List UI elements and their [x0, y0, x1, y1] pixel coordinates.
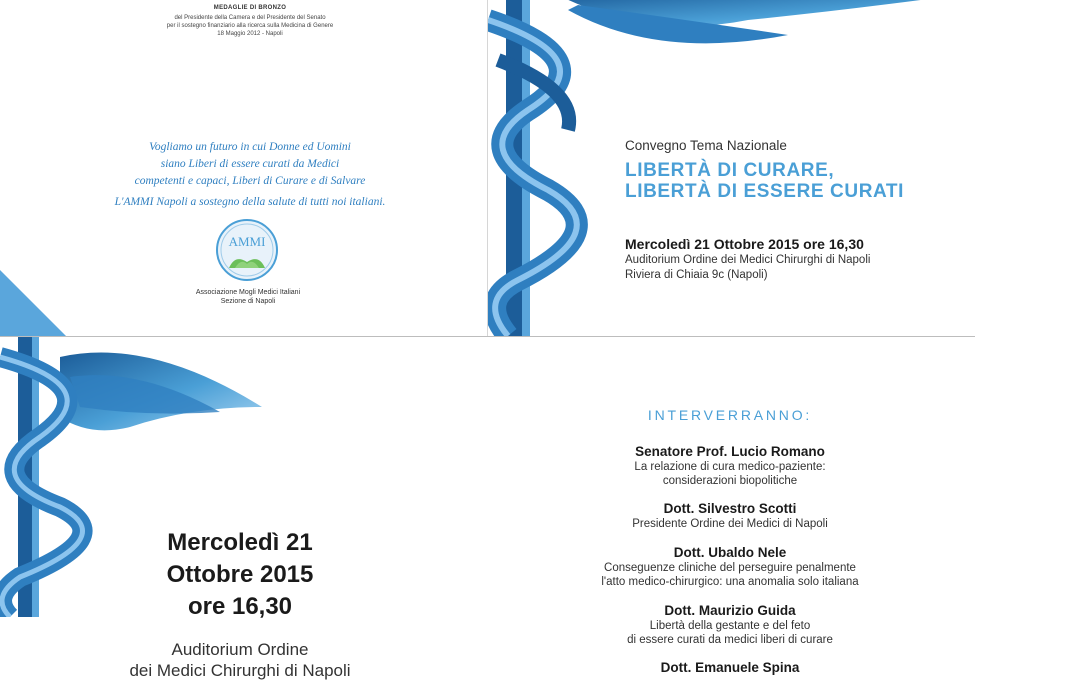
quote-line: Vogliamo un futuro in cui Donne ed Uomini	[149, 141, 351, 153]
event-venue: Auditorium Ordine dei Medici Chirurghi di Napoli	[625, 254, 871, 266]
speaker-name: Senatore Prof. Lucio Romano	[635, 444, 825, 459]
speaker-name: Dott. Emanuele Spina	[660, 660, 800, 675]
speaker-desc: La relazione di cura medico-paziente:	[634, 461, 826, 473]
speaker-name: Dott. Silvestro Scotti	[663, 501, 797, 516]
association-name: Associazione Mogli Medici Italiani	[195, 289, 301, 296]
medal-line: 18 Maggio 2012 - Napoli	[217, 31, 283, 37]
ammi-logo-text: AMMI	[228, 234, 266, 249]
speaker-desc: Presidente Ordine dei Medici di Napoli	[632, 518, 828, 530]
speaker-item	[560, 501, 900, 531]
speaker-desc: Conseguenze cliniche del perseguire penalmente	[604, 562, 856, 574]
speaker-desc: considerazioni biopolitiche	[662, 475, 798, 487]
conference-subtitle: Convegno Tema Nazionale	[625, 138, 787, 153]
quote-line: competenti e capaci, Liberi di Curare e di Salvare	[134, 175, 366, 187]
speaker-item	[560, 603, 900, 647]
inside-venue-line1: Auditorium Ordine	[171, 640, 309, 659]
medal-line: del Presidente della Camera e del Presidente del Senato	[174, 15, 326, 21]
medal-line: per il sostegno finanziario alla ricerca sulla Medicina di Genere	[166, 23, 334, 29]
corner-triangle	[0, 270, 66, 336]
speaker-desc: Libertà della gestante e del feto	[649, 620, 811, 632]
speaker-desc: di essere curati da medici liberi di curare	[627, 634, 833, 646]
inside-venue-line2: dei Medici Chirurghi di Napoli	[129, 661, 351, 680]
conference-title-line2: LIBERTÀ DI ESSERE CURATI	[625, 181, 905, 202]
speaker-desc: l'atto medico-chirurgico: una anomalia solo italiana	[601, 576, 859, 588]
speaker-item	[560, 660, 900, 676]
conference-title-line1: LIBERTÀ DI CURARE,	[625, 160, 835, 181]
speaker-item	[560, 444, 900, 488]
medal-title: MEDAGLIE DI BRONZO	[213, 5, 287, 11]
speaker-item	[560, 545, 900, 589]
speakers-heading: INTERVERRANNO:	[647, 407, 813, 423]
event-datetime: Mercoledì 21 Ottobre 2015 ore 16,30	[625, 236, 864, 252]
ammi-logo	[215, 218, 279, 282]
quote-line: siano Liberi di essere curati da Medici	[160, 158, 340, 170]
inside-time: ore 16,30	[187, 593, 293, 620]
event-address: Riviera di Chiaia 9c (Napoli)	[625, 269, 768, 281]
speaker-name: Dott. Maurizio Guida	[664, 603, 796, 618]
association-section: Sezione di Napoli	[220, 298, 276, 305]
quote-line: L'AMMI Napoli a sostegno della salute di tutti noi italiani.	[114, 196, 386, 208]
inside-date-line2: Ottobre 2015	[166, 561, 314, 588]
speaker-name: Dott. Ubaldo Nele	[673, 545, 787, 560]
inside-date-line1: Mercoledì 21	[167, 529, 313, 556]
